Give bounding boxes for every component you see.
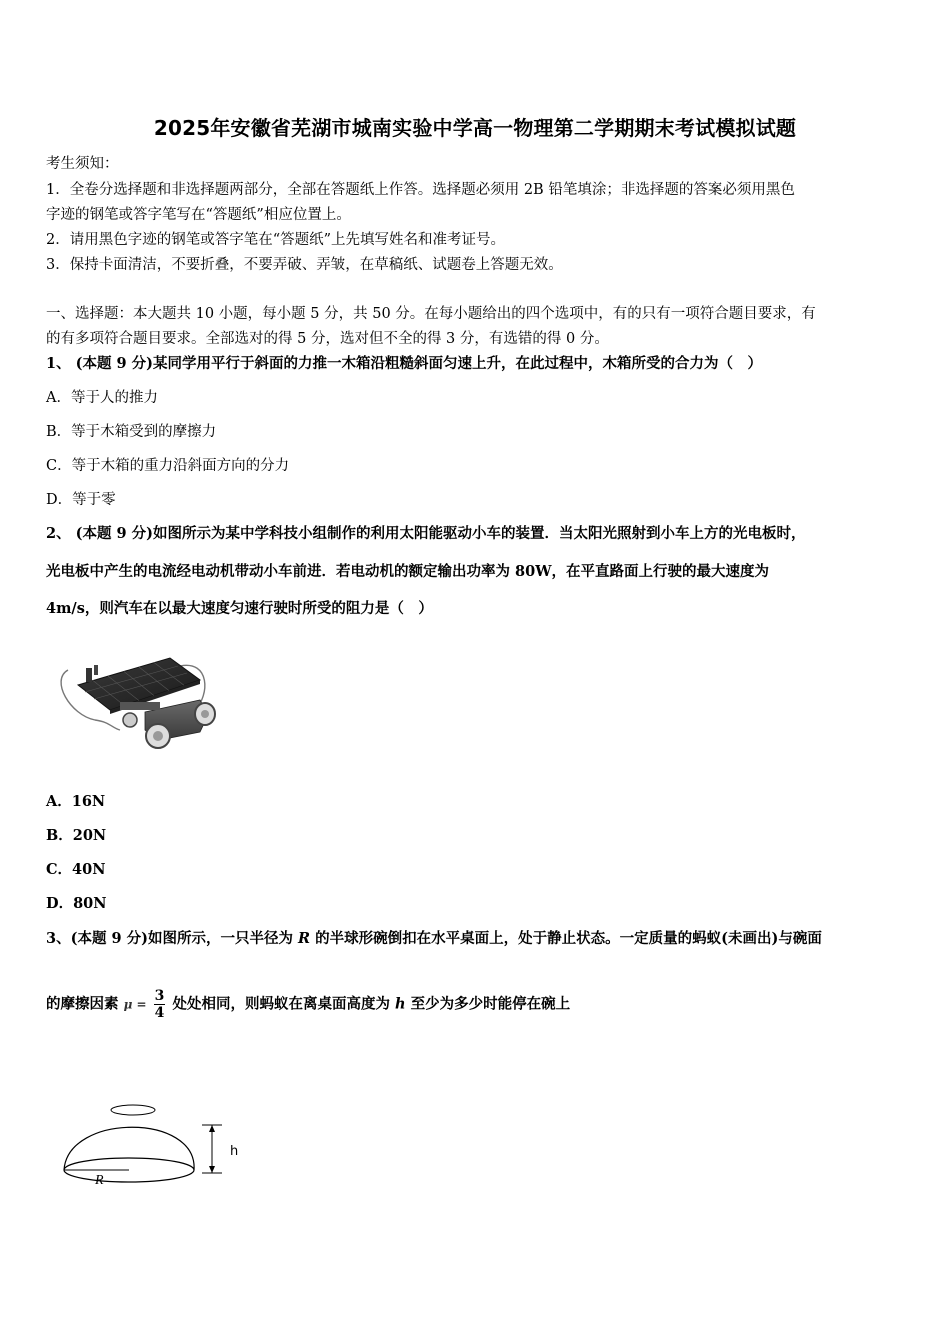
notice-heading: 考生须知：: [46, 156, 119, 172]
q3-line1-text-a: 3、(本题 9 分)如图所示，一只半径为: [46, 930, 299, 947]
figure-label-r: R: [95, 1173, 104, 1188]
question-3-line1: [46, 927, 822, 948]
q3-radius-symbol: R: [298, 930, 311, 947]
q2-option-c: C．40N: [46, 861, 106, 878]
q3-line2-text-a: 的摩擦因素: [46, 995, 119, 1013]
mu-fraction: [154, 988, 166, 1021]
question-2-line2: 光电板中产生的电流经电动机带动小车前进．若电动机的额定输出功率为 80W，在平直路面上行驶的最大速度为: [46, 563, 770, 580]
q1-option-b: B．等于木箱受到的摩擦力: [46, 424, 217, 440]
fraction-numerator: 3: [154, 988, 165, 1004]
q3-line1-text-b: 的半球形碗倒扣在水平桌面上，处于静止状态。一定质量的蚂蚁(未画出)与碗面: [310, 930, 822, 947]
section-intro-line2: 的有多项符合题目要求。全部选对的得 5 分，选对但不全的得 3 分，有选错的得 0 分。: [46, 331, 609, 347]
notice-item-3: 3．保持卡面清洁，不要折叠，不要弄破、弄皱，在草稿纸、试题卷上答题无效。: [46, 257, 563, 273]
hemisphere-bowl-figure: [58, 1098, 258, 1193]
mu-symbol: μ =: [123, 997, 147, 1012]
q3-line2-text-b: 处处相同，则蚂蚁在离桌面高度为: [172, 995, 395, 1013]
q2-option-b: B．20N: [46, 827, 107, 844]
notice-item-1: 1．全卷分选择题和非选择题两部分，全部在答题纸上作答。选择题必须用 2B 铅笔填涂；非选择题的答案必须用黑色: [46, 182, 795, 198]
figure-label-h: h: [230, 1144, 239, 1159]
fraction-denominator: 4: [154, 1005, 165, 1021]
q1-option-a: A．等于人的推力: [46, 390, 158, 406]
q3-height-symbol: h: [395, 995, 406, 1013]
page-title: 2025年安徽省芜湖市城南实验中学高一物理第二学期期末考试模拟试题: [153, 116, 797, 140]
q2-option-a: A．16N: [46, 793, 106, 810]
question-3-line2: [46, 988, 570, 1021]
solar-car-image: [50, 640, 225, 755]
notice-item-2: 2．请用黑色字迹的钢笔或答字笔在“答题纸”上先填写姓名和准考证号。: [46, 232, 506, 248]
q1-option-c: C．等于木箱的重力沿斜面方向的分力: [46, 458, 290, 474]
q2-option-d: D．80N: [46, 895, 107, 912]
question-2-line1: 2、 (本题 9 分)如图所示为某中学科技小组制作的利用太阳能驱动小车的装置．当太阳光照射到小车上方的光电板时，: [46, 525, 806, 542]
notice-item-1-cont: 字迹的钢笔或答字笔写在“答题纸”相应位置上。: [46, 207, 351, 223]
question-2-line3: 4m/s，则汽车在以最大速度匀速行驶时所受的阻力是（ ）: [46, 600, 433, 617]
question-1-stem: 1、 (本题 9 分)某同学用平行于斜面的力推一木箱沿粗糙斜面匀速上升，在此过程中，木箱所受的合力为（ ）: [46, 355, 763, 372]
q1-option-d: D．等于零: [46, 492, 116, 508]
q3-line2-text-c: 至少为多少时能停在碗上: [405, 995, 571, 1013]
section-intro-line1: 一、选择题：本大题共 10 小题，每小题 5 分，共 50 分。在每小题给出的四个选项中，有的只有一项符合题目要求，有: [46, 306, 816, 322]
